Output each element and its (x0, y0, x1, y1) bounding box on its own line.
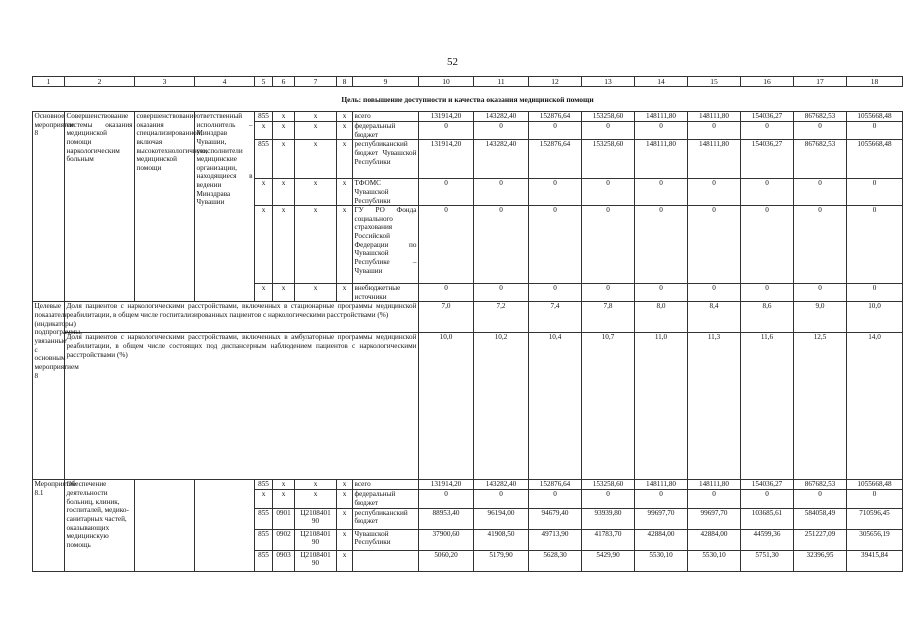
amount-cell: 5429,90 (582, 550, 635, 571)
table-cell: x (295, 480, 337, 490)
executor-text: ответственный исполнитель – Минздрав Чувашии, соисполнители медицинские организации, находящиеся в ведении Минздрава Чувашии (195, 112, 255, 302)
amount-cell: 0 (688, 490, 741, 508)
amount-cell: 0 (582, 122, 635, 140)
table-cell: x (295, 179, 337, 206)
budget-table (32, 76, 903, 572)
amount-cell: 0 (419, 122, 474, 140)
amount-cell: 5530,10 (688, 550, 741, 571)
funding-source: республиканский бюджет Чувашской Республики (353, 140, 419, 179)
table-cell: x (337, 122, 353, 140)
column-number: 13 (582, 77, 635, 87)
indicator-text: Доля пациентов с наркологическими расстройствами, включенных в стационарные программы медицинской реабилитации, в общем числе госпитализированных пациентов с наркологическими расстройствами (%) (65, 302, 419, 333)
table-row (33, 302, 903, 333)
table-cell: x (255, 490, 273, 508)
column-number: 1 (33, 77, 65, 87)
measure-name: Мероприятие 8.1 (33, 480, 65, 571)
amount-cell: 148111,80 (688, 480, 741, 490)
amount-cell: 0 (582, 179, 635, 206)
task-text: совершенствование оказания специализированной, включая высокотехнологичную, медицинской помощи (135, 112, 195, 302)
table-cell: x (255, 122, 273, 140)
amount-cell: 0 (419, 284, 474, 302)
table-row (33, 87, 903, 112)
amount-cell: 867682,53 (794, 112, 847, 122)
table-row (33, 333, 903, 480)
amount-cell: 5060,20 (419, 550, 474, 571)
funding-source: внебюджетные источники (353, 284, 419, 302)
amount-cell: 0 (794, 284, 847, 302)
amount-cell: 0 (635, 179, 688, 206)
funding-source: ТФОМС Чувашской Республики (353, 179, 419, 206)
amount-cell: 152876,64 (529, 112, 582, 122)
table-cell (135, 480, 195, 571)
amount-cell: 0 (474, 490, 529, 508)
table-cell: x (295, 284, 337, 302)
indicator-value: 10,0 (419, 333, 474, 480)
amount-cell: 143282,40 (474, 112, 529, 122)
column-number: 4 (195, 77, 255, 87)
table-cell: Ц2108401 90 (295, 550, 337, 571)
amount-cell: 0 (529, 284, 582, 302)
column-number: 11 (474, 77, 529, 87)
amount-cell: 0 (529, 490, 582, 508)
table-cell: x (273, 480, 295, 490)
table-cell: x (337, 480, 353, 490)
column-number: 6 (273, 77, 295, 87)
amount-cell: 5530,10 (635, 550, 688, 571)
amount-cell: 0 (419, 206, 474, 284)
table-cell: x (255, 206, 273, 284)
table-cell: x (255, 284, 273, 302)
table-cell: 855 (255, 480, 273, 490)
amount-cell: 0 (582, 206, 635, 284)
table-cell (195, 480, 255, 571)
table-cell: 855 (255, 140, 273, 179)
amount-cell: 99697,70 (688, 508, 741, 529)
table-cell: x (273, 140, 295, 179)
amount-cell: 0 (741, 122, 794, 140)
amount-cell: 152876,64 (529, 140, 582, 179)
amount-cell: 1055668,48 (847, 480, 903, 490)
amount-cell: 867682,53 (794, 140, 847, 179)
table-cell: x (273, 490, 295, 508)
amount-cell: 0 (847, 284, 903, 302)
indicators-label: Целевые показатели (индикаторы) подпрограммы, увязанные с основным мероприятием 8 (33, 302, 65, 480)
indicator-value: 7,0 (419, 302, 474, 333)
amount-cell: 44599,36 (741, 529, 794, 550)
table-cell: x (255, 179, 273, 206)
amount-cell: 0 (794, 490, 847, 508)
funding-source: ГУ РО Фонда социального страхования Российской Федерации по Чувашской Республике – Чувашии (353, 206, 419, 284)
amount-cell: 0 (419, 490, 474, 508)
table-row (33, 77, 903, 87)
amount-cell: 0 (794, 122, 847, 140)
amount-cell: 96194,00 (474, 508, 529, 529)
amount-cell: 0 (635, 206, 688, 284)
amount-cell: 0 (688, 284, 741, 302)
table-cell: x (337, 140, 353, 179)
amount-cell: 148111,80 (635, 140, 688, 179)
table-cell: x (337, 206, 353, 284)
indicator-value: 11,3 (688, 333, 741, 480)
amount-cell: 0 (474, 206, 529, 284)
column-number: 15 (688, 77, 741, 87)
indicator-value: 8,0 (635, 302, 688, 333)
indicator-value: 10,4 (529, 333, 582, 480)
measure-title: Обеспечение деятельности больниц, клиник, госпиталей, медико-санитарных частей, оказывающих медицинскую помощь (65, 480, 135, 571)
subprogram-title: Совершенствование системы оказания медицинской помощи наркологическим больным (65, 112, 135, 302)
column-number: 5 (255, 77, 273, 87)
table-cell: x (273, 206, 295, 284)
amount-cell: 131914,20 (419, 480, 474, 490)
amount-cell: 148111,80 (635, 480, 688, 490)
amount-cell: 148111,80 (688, 112, 741, 122)
funding-source: федеральный бюджет (353, 490, 419, 508)
page-number: 52 (447, 56, 458, 68)
amount-cell: 0 (794, 206, 847, 284)
table-cell: x (273, 179, 295, 206)
column-number: 14 (635, 77, 688, 87)
amount-cell: 154036,27 (741, 140, 794, 179)
amount-cell: 1055668,48 (847, 140, 903, 179)
indicator-value: 10,7 (582, 333, 635, 480)
column-number: 10 (419, 77, 474, 87)
column-number: 2 (65, 77, 135, 87)
indicator-value: 8,4 (688, 302, 741, 333)
table-cell: x (295, 490, 337, 508)
column-number: 9 (353, 77, 419, 87)
indicator-value: 11,6 (741, 333, 794, 480)
amount-cell: 88953,40 (419, 508, 474, 529)
amount-cell: 0 (474, 122, 529, 140)
column-number: 3 (135, 77, 195, 87)
amount-cell: 42884,00 (635, 529, 688, 550)
funding-source: всего (353, 112, 419, 122)
table-cell: x (295, 122, 337, 140)
indicator-text: Доля пациентов с наркологическими расстройствами, включенных в амбулаторные программы медицинской реабилитации, в общем числе состоящих под диспансерным наблюдением пациентов с наркологическими расстройствами (%) (65, 333, 419, 480)
table-cell: 0901 (273, 508, 295, 529)
indicator-value: 14,0 (847, 333, 903, 480)
indicator-value: 8,6 (741, 302, 794, 333)
amount-cell: 1055668,48 (847, 112, 903, 122)
amount-cell: 0 (847, 490, 903, 508)
amount-cell: 0 (635, 284, 688, 302)
table-cell: x (295, 112, 337, 122)
amount-cell: 0 (741, 179, 794, 206)
amount-cell: 39415,84 (847, 550, 903, 571)
amount-cell: 94679,40 (529, 508, 582, 529)
amount-cell: 0 (635, 122, 688, 140)
table-cell: x (273, 122, 295, 140)
event-name: Основное мероприятие 8 (33, 112, 65, 302)
indicator-value: 7,4 (529, 302, 582, 333)
amount-cell: 0 (741, 284, 794, 302)
amount-cell: 143282,40 (474, 140, 529, 179)
column-number: 7 (295, 77, 337, 87)
table-cell: x (337, 112, 353, 122)
funding-source: Чувашской Республики (353, 529, 419, 550)
table-cell: 855 (255, 112, 273, 122)
amount-cell: 32396,95 (794, 550, 847, 571)
amount-cell: 131914,20 (419, 140, 474, 179)
amount-cell: 0 (529, 122, 582, 140)
amount-cell: 0 (688, 122, 741, 140)
amount-cell: 148111,80 (688, 140, 741, 179)
table-cell: Ц2108401 90 (295, 508, 337, 529)
column-number: 8 (337, 77, 353, 87)
amount-cell: 0 (794, 179, 847, 206)
amount-cell: 5179,90 (474, 550, 529, 571)
amount-cell: 49713,90 (529, 529, 582, 550)
table-cell: 0903 (273, 550, 295, 571)
table-cell: x (337, 529, 353, 550)
table-cell: x (295, 140, 337, 179)
table-cell: x (337, 550, 353, 571)
amount-cell: 153258,60 (582, 112, 635, 122)
amount-cell: 0 (741, 490, 794, 508)
amount-cell: 153258,60 (582, 140, 635, 179)
amount-cell: 148111,80 (635, 112, 688, 122)
amount-cell: 0 (688, 179, 741, 206)
table-cell: x (337, 179, 353, 206)
funding-source: федеральный бюджет (353, 122, 419, 140)
table-cell: 855 (255, 529, 273, 550)
amount-cell: 0 (419, 179, 474, 206)
amount-cell: 0 (741, 206, 794, 284)
amount-cell: 37900,60 (419, 529, 474, 550)
indicator-value: 10,0 (847, 302, 903, 333)
indicator-value: 10,2 (474, 333, 529, 480)
funding-source: всего (353, 480, 419, 490)
table-cell: 855 (255, 550, 273, 571)
amount-cell: 0 (847, 179, 903, 206)
column-number: 18 (847, 77, 903, 87)
table-cell: 855 (255, 508, 273, 529)
amount-cell: 584058,49 (794, 508, 847, 529)
column-number: 16 (741, 77, 794, 87)
amount-cell: 131914,20 (419, 112, 474, 122)
amount-cell: 710596,45 (847, 508, 903, 529)
amount-cell: 0 (529, 179, 582, 206)
indicator-value: 9,0 (794, 302, 847, 333)
amount-cell: 152876,64 (529, 480, 582, 490)
table-cell: x (337, 490, 353, 508)
amount-cell: 5751,30 (741, 550, 794, 571)
amount-cell: 251227,09 (794, 529, 847, 550)
table-cell: x (295, 206, 337, 284)
amount-cell: 0 (582, 284, 635, 302)
indicator-value: 12,5 (794, 333, 847, 480)
amount-cell: 153258,60 (582, 480, 635, 490)
table-cell: 0902 (273, 529, 295, 550)
indicator-value: 7,8 (582, 302, 635, 333)
funding-source: республиканский бюджет (353, 508, 419, 529)
table-cell: Ц2108401 90 (295, 529, 337, 550)
indicator-value: 11,0 (635, 333, 688, 480)
table-row (33, 480, 903, 490)
amount-cell: 0 (847, 206, 903, 284)
amount-cell: 0 (474, 179, 529, 206)
table-cell: x (337, 508, 353, 529)
goal-heading: Цель: повышение доступности и качества оказания медицинской помощи (33, 87, 903, 112)
column-number: 17 (794, 77, 847, 87)
amount-cell: 0 (529, 206, 582, 284)
amount-cell: 143282,40 (474, 480, 529, 490)
indicator-value: 7,2 (474, 302, 529, 333)
amount-cell: 41908,50 (474, 529, 529, 550)
table-cell: x (273, 112, 295, 122)
amount-cell: 0 (582, 490, 635, 508)
amount-cell: 154036,27 (741, 112, 794, 122)
table-row (33, 112, 903, 122)
amount-cell: 0 (688, 206, 741, 284)
amount-cell: 42884,00 (688, 529, 741, 550)
table-cell: x (337, 284, 353, 302)
amount-cell: 41783,70 (582, 529, 635, 550)
amount-cell: 0 (635, 490, 688, 508)
amount-cell: 154036,27 (741, 480, 794, 490)
funding-source (353, 550, 419, 571)
amount-cell: 5628,30 (529, 550, 582, 571)
amount-cell: 93939,80 (582, 508, 635, 529)
table-cell: x (273, 284, 295, 302)
column-number: 12 (529, 77, 582, 87)
amount-cell: 0 (847, 122, 903, 140)
amount-cell: 867682,53 (794, 480, 847, 490)
amount-cell: 0 (474, 284, 529, 302)
amount-cell: 103685,61 (741, 508, 794, 529)
amount-cell: 99697,70 (635, 508, 688, 529)
amount-cell: 305656,19 (847, 529, 903, 550)
